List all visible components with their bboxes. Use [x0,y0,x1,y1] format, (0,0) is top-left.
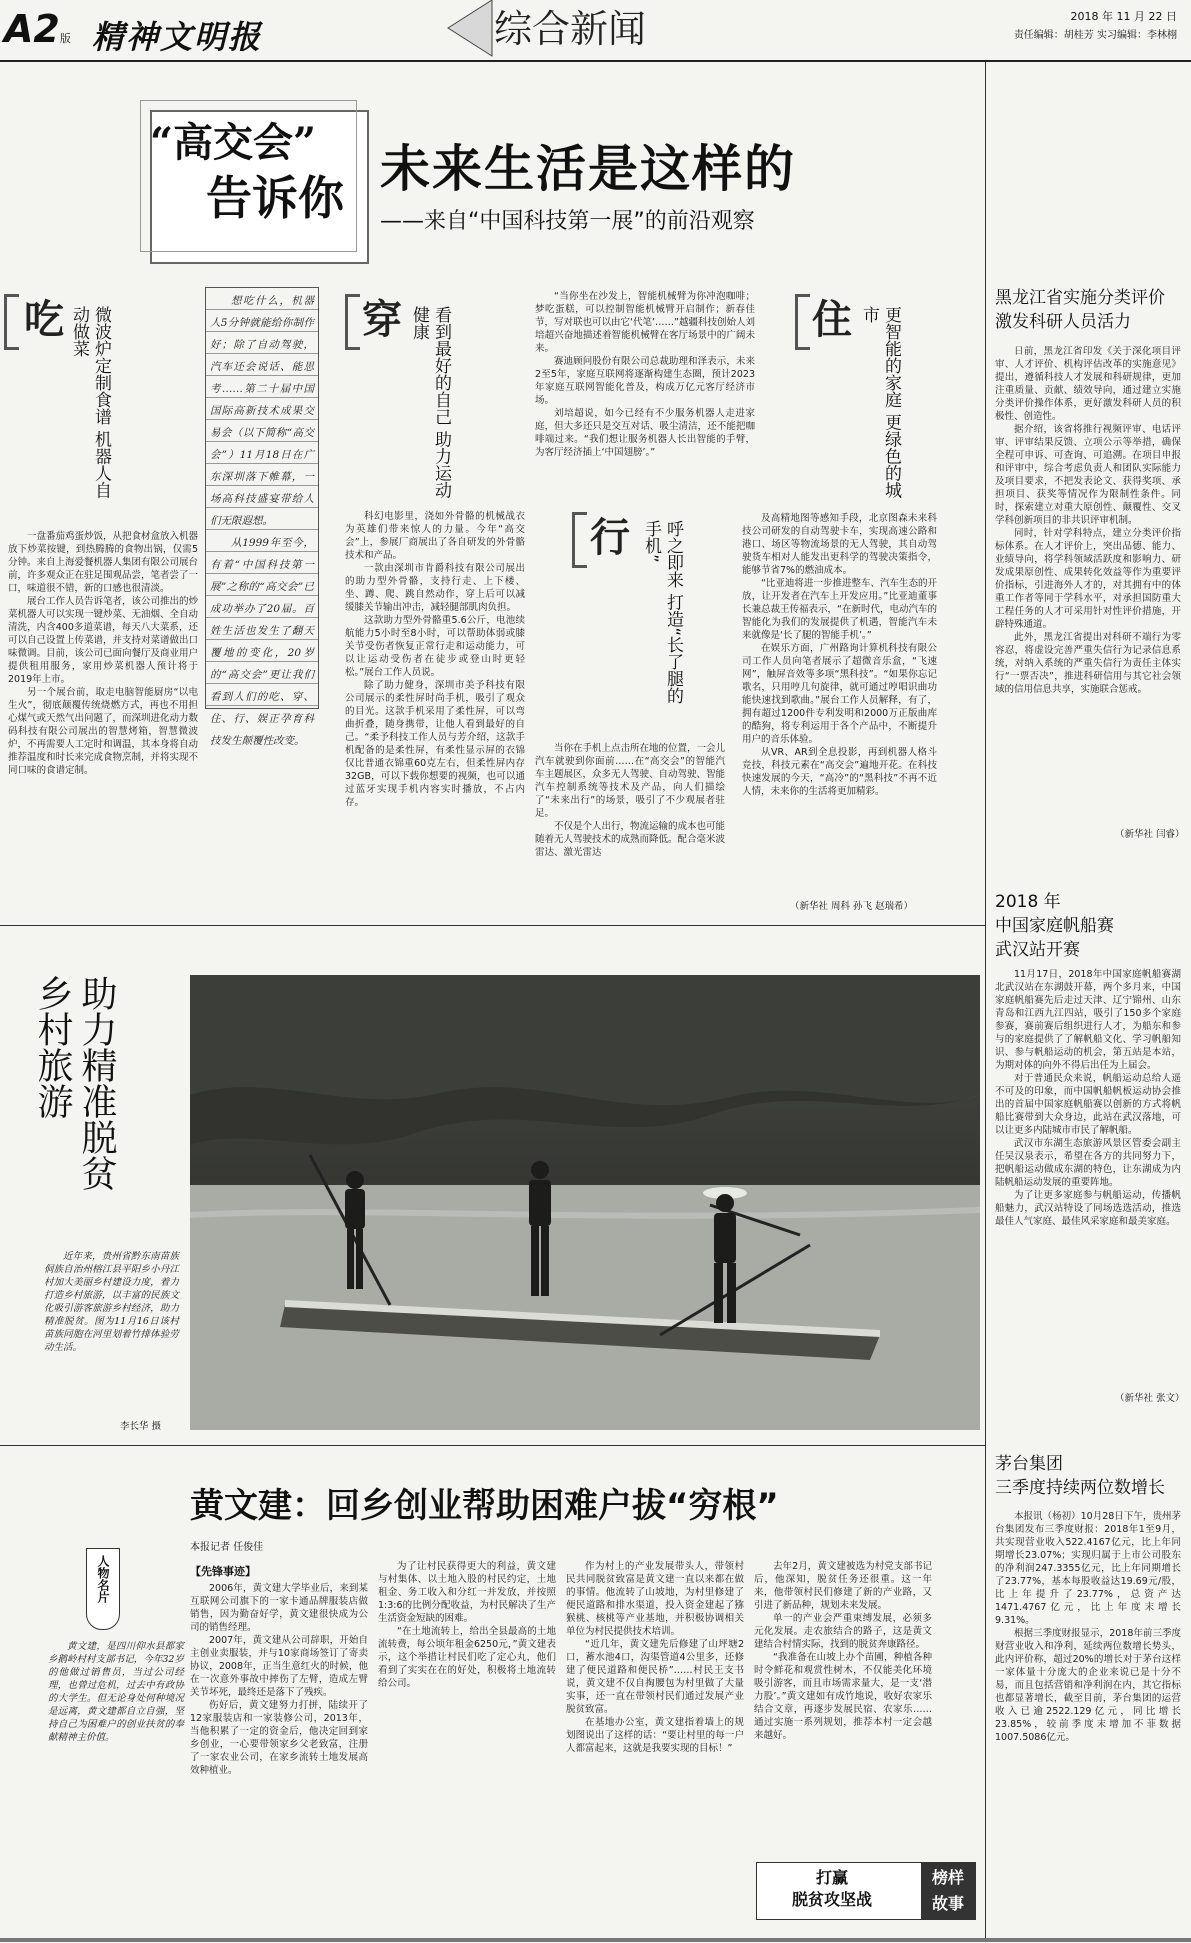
page-bottom-rule [0,1938,1191,1942]
sail-title-line-1: 2018 年 [995,892,1061,912]
hlj-credit: （新华社 闫睿） [1115,829,1185,840]
hlj-title [995,286,1165,334]
huang-body-col-4: 去年2月，黄文建被选为村党支部书记后，他深知，脱贫任务还很重。这一年来，他带领村民们修建了新的产业路，又引进了新品种，规划未来发展。 单一的产业会严重束缚发展，必须多元化发展。走农旅结合的路子，这是黄文建结合村情实际，找到的脱贫奔康路径。 “我准备在山坡上办个苗圃，种植各种时令鲜花和观赏性树木，不仅能美化环境吸引游客，而且市场需求量大，是一支‘潜力股’。”黄文建如有成竹地说，收好农家乐结合文章，再逐步发展民宿、农家乐……通过实施一系列规划，推荐本村一定会越来越好。 [754,1561,932,1741]
xing-title: 呼之即来 打造“长了腿的手机” [641,520,683,705]
lead-intro: 想吃什么，机器人5分钟就能给你制作好；除了自动驾驶，汽车还会说话、能思考……第二十届中国国际高新技术成果交易会（以下简称“高交会”）11月18日在广东深圳落下帷幕，一场高科技盛宴带给人们无限遐想。 从1999年至今，有着“中国科技第一展”之称的“高交会”已成功举办了20届。百姓生活也发生了翻天覆地的变化，20岁的“高交会”更让我们看到人们的吃、穿、住、行、娱正孕育科技发生颠覆性改变。 [210,295,314,747]
sail-body: 11月17日，2018年中国家庭帆船赛湖北武汉站在东湖鼓开幕，两个多月来，中国家庭帆船赛先后走过天津、辽宁锦州、山东青岛和江西九江四站，吸引了150多个家庭参赛，赛前赛后组织进行人才，为船东和参与的家庭提供了了解帆船文化、学习帆船知识、参与帆船运动的机会，第五站是本站，为期对体的向外不得后出任为上届会。 对于普通民众来说，帆船运动总给人遥不可及的印象，而中国帆船帆板运动协会推出的首届中国家庭帆船赛以创新的方式将帆船比赛带到大众身边，此站在武汉落地，可以让更多内陆城市市民了解帆船。 武汉市东湖生态旅游风景区管委会副主任吴汉泉表示，希望在各方的共同努力下，把帆船运动做成东湖的特色，让东湖成为内陆帆船运动发展的重要阵地。 为了让更多家庭参与帆船运动，传播帆船魅力，武汉站特设了同场选选活动，推选最佳人气家庭、最佳风采家庭和最美家庭。 [995,969,1181,1227]
rural-title: 助力精准脱贫 乡村旅游 [32,975,117,1191]
right-column-divider [985,62,986,1942]
chi-bracket [4,294,19,350]
huang-section-label: 【先锋事迹】 [190,1565,256,1578]
huang-profile: 黄文建，是四川仰水县都家乡鹅岭村村支部书记，今年32岁的他做过销售员，当过公司经理，也曾过危机，过去中有政协的大学生。但无论身处何种境况是远离，黄文建都自立自强，坚持自己为困难户的创业扶贫的奉献精神主价值。 [48,1641,184,1743]
rural-caption: 近年来，贵州省黔东南苗族侗族自治州榕江县平阳乡小丹江村加大美丽乡村建设力度，着力打造乡村旅游，以丰富的民族文化吸引游客旅游乡村经济，助力精准脱贫。图为11月16日该村苗族同胞在河里划着竹排体验劳动生活。 [44,1251,179,1353]
huang-byline: 本报记者 任俊佳 [190,1542,264,1553]
masthead [0,0,1191,62]
xing-credit: （新华社 周科 孙飞 赵瑞希） [790,901,914,912]
zhu-title: 更智能的家庭 更绿色的城市 [859,306,901,499]
huang-body-col-3: 作为村上的产业发展带头人，带领村民共同脱贫致富是黄文建一直以来都在做的事情。他流转了山坡地，为村里修建了便民道路和排水渠道，投入资金建起了猕猴桃、核桃等产业基地，并积极协调相关单位为村民提供技术培训。 “近几年，黄文建先后修建了山坪塘2口，蓄水池4口，沟渠管道4公里多，还修建了便民道路和便民桥”……村民王支书说，黄文建不仅自掏腰包为村里做了大量实事，还一直在带领村民们通过发展产业脱贫致富。 在基地办公室，黄文建指着墙上的规划图说出了这样的话：“要让村里的每一户人都富起来，这就是我要实现的目标！” [566,1561,744,1754]
hlj-title-line-2: 激发科研人员活力 [995,312,1131,332]
page-number: A2版 [4,7,71,51]
zhu-glyph: 住 [812,297,852,343]
xing-body-right: 及高精地图等感知手段，北京图森未来科技公司研发的自动驾驶卡车，实现高速公路和港口、场区等物流场景的无人驾驶，其自动驾驶货车相对人能发出更科学的驾驶决策指令，能够节省7%的燃油成本。 “比亚迪将进一步推进整车、汽车生态的开放，让开发者在汽车上开发应用。”比亚迪董事长兼总裁王传福表示，“在新时代，电动汽车的智能化为我们的发展提供了机遇，智能汽车未来就像是‘长了腿的智能手机’。” 在娱乐方面，广州路询计算机科技有限公司工作人员向笔者展示了超微音乐盒，“飞速网”，触屏音效等多项“黑科技”。“如果你忘记歌名，只用哼几句旋律，就可通过哼唱识曲功能快速找到歌曲。”展台工作人员解释，有了，拥有超过1200件专利发明和2000万正版曲库的酷狗，将专利运用于各个产品中，不断提升用户的音乐体验。 从VR、AR到全息投影，再到机器人格斗竞技，科技元素在“高交会”遍地开花。在科技快速发展的今天，“高冷”的“黑科技”不再不近人情，未来你的生活将更加精彩。 [742,513,937,797]
chuan-glyph: 穿 [362,297,402,343]
rural-photo-drawing [190,975,980,1430]
lead-bottom-rule [0,925,985,926]
huang-headline: 黄文建：回乡创业帮助困难户拔“穷根” [190,1486,779,1526]
sail-title-line-2: 中国家庭帆船赛 [995,916,1114,936]
chuan-body: 科幻电影里，浇如外骨骼的机械战衣为英雄们带来惊人的力量。今年“高交会”上，参展厂商展出了各自研发的外骨骼技术和产品。 一款由深圳市肯爵科技有限公司展出的助力型外骨骼，支持行走、上下楼、坐、蹲、爬、跳自然动作，穿上后可以减缓膝关节输出冲击，减轻腿部肌肉负担。 这款助力型外骨骼重5.6公斤，电池续航能力5小时至8小时，可以帮助体弱或膝关节受伤者恢复正常行走和运动能力，可以让运动受伤者在徒步或登山时更轻松。”展台工作人员说。 除了助力健身，深圳市美予科技有限公司展示的柔性屏时尚手机，吸引了观众的目光。这款手机采用了柔性屏，可以弯曲折叠，随身携带，让他人看到最好的自己。“柔予科技工作人员与芳介绍，这款手机配备的是柔性屏，有柔性显示屏的衣锦仅比普通衣锦重60克左右，但柔性屏内存32GB，可以下载你想要的视频，也可以通过蓝牙实现手机内容实时播放，不占内存。 [345,511,525,808]
huang-top-rule [0,1445,985,1446]
rural-credit: 李长华 摄 [120,1421,162,1432]
publish-date: 2018 年 11 月 22 日 [1070,10,1177,23]
editors-credit: 责任编辑：胡桂芳 实习编辑：李林栩 [1013,30,1177,41]
hlj-body: 日前，黑龙江省印发《关于深化项目评审、人才评价、机构评估改革的实施意见》提出，遵循科技人才发展和科研规律，更加注重质量、贡献、绩效导向，通过建立实施分类评价操作体系，更好激发科研人员的积极性、创造性。 据介绍，该省将推行视频评审、电话评审、评审结果反馈、立项公示等举措，确保全程可申诉、可查询、可追溯。在项目申报和评审中，综合考虑负责人和团队实际能力及项目要求，不把发表论文、获得奖项、承担项目、获奖等情况作为限制性条件。同时，探索建立对重大原创性、颠覆性、交叉学科创新项目的非共识评审机制。 同时，针对学科特点，建立分类评价指标体系。在人才评价上，突出品德、能力、业绩导向，将学科领域活跃度和影响力、研发成果原创性、成果转化效益等作为重要评价指标，引进海外人才的，对其拥有中的体重工作者等同于学科水平，对承担国防重大工程任务的人才可采用针对性评价措施，开辟特殊通道。 此外，黑龙江省提出对科研不端行为零容忍，将虚设完善严重失信行为记录信息系统，对纳入系统的严重失信行为责任主体实行“一票否决”，推进科研信用与其它社会领域的信用信息共享，实施联合惩戒。 [995,346,1181,695]
chi-body: 一盘番茄鸡蛋炒饭，从把食材盒放入机器放下炒菜按键，到热腾腾的食物出锅，仅需5分钟。来自上海爱餐机器人集团有限公司展台前，许多观众正在驻足围观品尝，笔者尝了一口，味道很不错，新的口感也很清淡。 展台工作人员告诉笔者，该公司推出的炒菜机器人可以实现一键炒菜、无油烟、全自动清洗，内含400多道菜谱，每天八大菜系，还可以自己设置上传菜谱，并支持对菜谱做出口味微调。目前，该公司已面向餐厅及商业用户提供租用服务，家用炒菜机器人预计将于2019年上市。 另一个展台前，取走电脑智能厨房“以电生火”，彻底颠覆传统烧燃方式，再也不用担心煤气或天然气出问题了，而深圳进化动力数码科技有限公司展出的智慧烤箱，智慧微波炉，不再需要人工定时和调温，其本身将自动推荐温度和时长来完成食物烹制，并将实现不同口味的食谱定制。 [8,531,199,776]
column-tag [756,1862,976,1920]
masthead-divider [0,60,1191,62]
huang-body-col-2: 为了让村民获得更大的利益，黄文建与村集体、以土地入股的村民约定，土地租金、务工收入和分红一并发放，并按照1:3:6的比例分配收益，为村民解决了生产生活资金短缺的困难。 “在土地流转上，给出全县最高的土地流转费，每公顷年租金6250元，”黄文建表示，这个举措让村民们吃了定心丸，他们看到了实实在在的好处，积极将土地流转给公司。 [378,1561,556,1689]
kicker-line-2: 告诉你 [206,171,344,225]
maotai-title [995,1452,1165,1500]
zhu-bracket [795,294,810,350]
huang-profile-tag-text: 人物名片 [96,1555,110,1603]
section-title: 综合新闻 [494,7,647,51]
section-tab-arrow-icon [438,0,492,56]
sail-credit: （新华社 张文） [1115,1393,1185,1404]
column-tag-main: 打赢 脱贫攻坚战 [791,1868,872,1909]
xing-body-left: 当你在手机上点击所在地的位置，一会儿汽车就驶到你面前……在“高交会”的智能汽车主题展区，众多无人驾驶、自动驾驶、智能汽车控制系统等技术及产品，向人们描绘了“未来出行”的场景，吸引了不少观展者驻足。 不仅是个人出行，物流运输的成本也可能随着无人驾驶技术的成熟而降低。配合毫米波雷达、激光雷达 [535,743,726,858]
lead-headline: 未来生活是这样的 [380,140,796,198]
sail-title [995,890,1114,962]
rural-photo [190,975,980,1430]
kicker-line-1: “高交会” [150,119,317,166]
lead-subhead: ——来自“中国科技第一展”的前沿观察 [380,209,755,234]
maotai-title-line-1: 茅台集团 [995,1454,1063,1474]
xing-glyph: 行 [590,515,630,561]
huang-profile-tag [86,1548,120,1630]
chuan-title: 看到最好的自己 助力运动健康 [409,306,451,499]
chuan-bracket [345,294,360,350]
chi-title: 微波炉定制食谱 机器人自动做菜 [69,306,111,499]
huang-body-col-1: 2006年，黄文建大学毕业后，来到某互联网公司旗下的一家卡通品牌服装店做销售，因为勤奋好学，黄文建很快成为公司的销售经理。 2007年，黄文建从公司辞职，开始自主创业卖服装，并与10家商场签订了寄卖协议，2008年，正当生意红火的时候，他在一次意外事故中摔伤了左臂，造成左臂关节坏死，最终还是落下了残疾。 伤好后，黄文建努力打拼，陆续开了12家服装店和一家装修公司，2013年，当他积累了一定的资金后，他决定回到家乡创业，一心要带领家乡父老致富，注册了一家农业公司，在家乡流转土地发展高效种植业。 [190,1583,368,1776]
xing-bracket [572,512,587,568]
maotai-body: 本报讯（杨初）10月28日下午，贵州茅台集团发布三季度财报：2018年1至9月，共实现营业收入522.4167亿元，比上年同期增长23.07%；实现归属于上市公司股东的净利润247.3355亿元，比上年同期增长了23.77%，基本每股收益达19.69元/股，比上年提升了23.77%，总资产达1471.4767亿元，比上年度末增长9.31%。 根据三季度财报显示，2018年前三季度财营业收入和净利，延续两位数增长势头，此内评价称，超过20%的增长对于茅台这样一家体量十分庞大的企业来说已是十分不易，而且包括营销和净利润在内，其它指标也都显著增长，截至目前，茅台集团的运营收入已逾2522.129亿元，同比增长23.85%，较前季度末增加不菲数据1007.5086亿元。 [995,1511,1181,1743]
hlj-title-line-1: 黑龙江省实施分类评价 [995,288,1165,308]
lead-intro-box [205,287,319,747]
maotai-title-line-2: 三季度持续两位数增长 [995,1478,1165,1498]
sail-title-line-3: 武汉站开赛 [995,940,1080,960]
paper-name: 精神文明报 [92,18,263,56]
chi-glyph: 吃 [24,297,64,343]
zhu-body: “当你坐在沙发上，智能机械臂为你冲泡咖啡；梦吃蛋糕，可以控制智能机械臂开启制作；新春佳节，写对联也可以由它‘代笔’……”越疆科技创始人刘培超兴奋地描述着智能机械臂在客厅场景中的广阔未来。 赛迪顾问股份有限公司总裁助理和泽表示，未来2至5年，家庭互联网将逐渐构建生态圈，预计2023年家庭互联网智能化普及，构成万亿元客厅经济市场。 刘培超说，如今已经有不少服务机器人走进家庭，但大多还只是交互对话、吸尘清洁，还不能把咖啡端过来。“我们想让服务机器人长出智能的手臂，为客厅经济插上‘中国翅膀’。” [535,291,755,458]
column-tag-side: 榜样 故事 [921,1863,975,1919]
